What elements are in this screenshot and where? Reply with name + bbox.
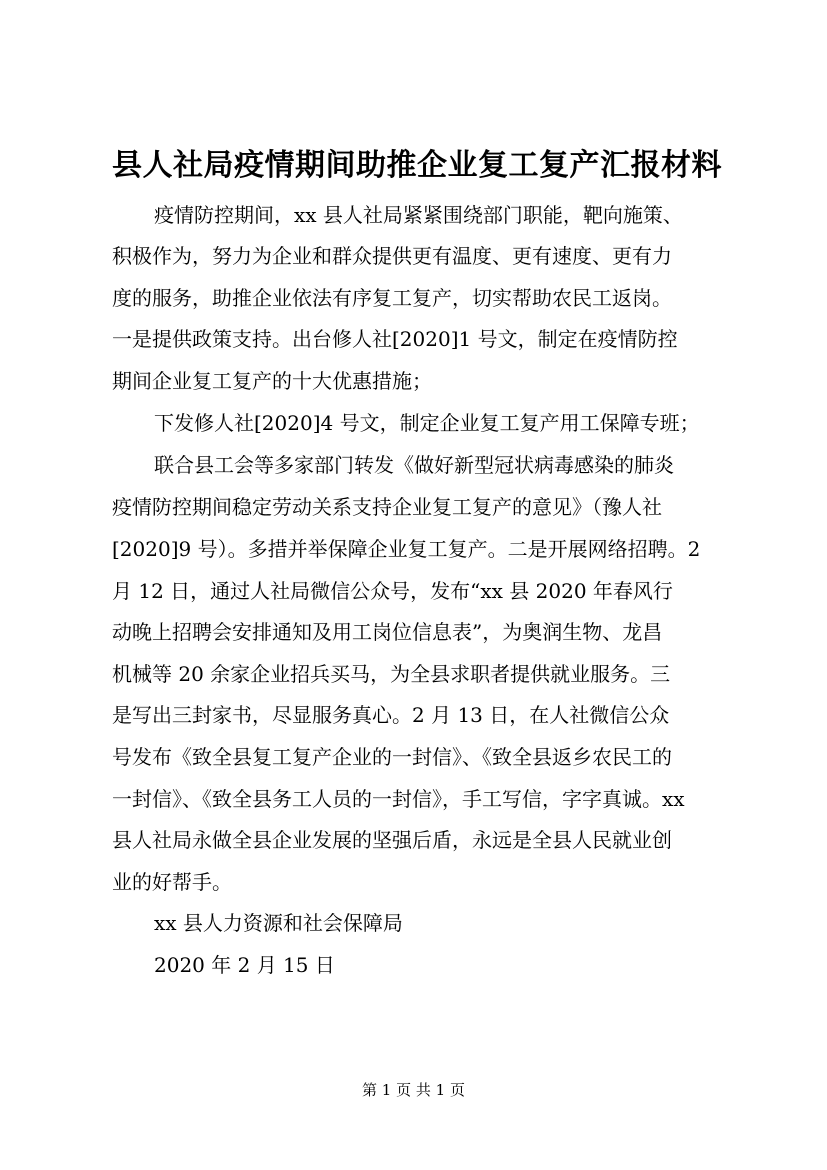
body-line: 县人社局永做全县企业发展的坚强后盾，永远是全县人民就业创 <box>112 828 672 852</box>
body-line: 疫情防控期间稳定劳动关系支持企业复工复产的意见》（豫人社 <box>112 495 662 519</box>
body-line: 期间企业复工复产的十大优惠措施； <box>112 369 432 393</box>
body-line: 动晚上招聘会安排通知及用工岗位信息表”，为奥润生物、龙昌 <box>112 620 663 644</box>
body-line: 下发修人社[2020]4 号文，制定企业复工复产用工保障专班； <box>154 411 700 435</box>
body-line: 积极作为，努力为企业和群众提供更有温度、更有速度、更有力 <box>112 244 672 268</box>
body-line: [2020]9 号）。多措并举保障企业复工复产。二是开展网络招聘。2 <box>112 537 701 561</box>
page-footer: 第 1 页 共 1 页 <box>362 1081 465 1099</box>
body-line: 疫情防控期间，xx 县人社局紧紧围绕部门职能，靶向施策、 <box>154 203 683 227</box>
signature-org: xx 县人力资源和社会保障局 <box>154 911 403 935</box>
body-line: 是写出三封家书，尽显服务真心。2 月 13 日，在人社微信公众 <box>112 703 670 727</box>
signature-date: 2020 年 2 月 15 日 <box>154 953 335 977</box>
body-line: 业的好帮手。 <box>112 870 232 894</box>
body-line: 度的服务，助推企业依法有序复工复产，切实帮助农民工返岗。 <box>112 286 672 310</box>
body-line: 一封信》、《致全县务工人员的一封信》，手工写信，字字真诚。xx <box>112 787 685 811</box>
body-line: 一是提供政策支持。出台修人社[2020]1 号文，制定在疫情防控 <box>112 327 678 351</box>
body-line: 月 12 日，通过人社局微信公众号，发布“xx 县 2020 年春风行 <box>112 579 673 603</box>
body-line: 号发布《致全县复工复产企业的一封信》、《致全县返乡农民工的 <box>112 745 672 769</box>
document-title: 县人社局疫情期间助推企业复工复产汇报材料 <box>112 148 722 183</box>
body-line: 联合县工会等多家部门转发《做好新型冠状病毒感染的肺炎 <box>154 453 674 477</box>
body-line: 机械等 20 余家企业招兵买马，为全县求职者提供就业服务。三 <box>112 662 671 686</box>
